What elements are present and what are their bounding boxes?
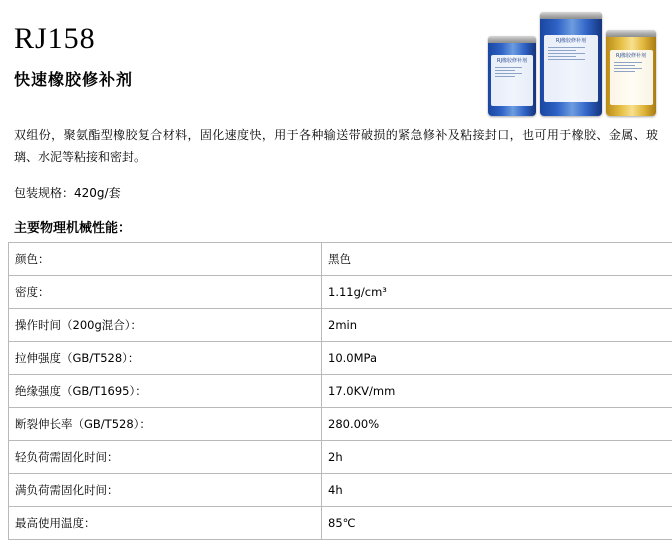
table-row — [9, 243, 672, 276]
table-row — [9, 375, 672, 408]
can-body — [540, 19, 602, 116]
property-value: 4h — [322, 474, 672, 507]
property-name: 密度： — [9, 276, 322, 309]
property-name: 操作时间（200g混合）： — [9, 309, 322, 342]
product-photo — [482, 4, 666, 116]
property-name: 轻负荷需固化时间： — [9, 441, 322, 474]
table-row — [9, 276, 672, 309]
product-subtitle: 快速橡胶修补剂 — [14, 67, 133, 90]
can-label — [491, 55, 532, 106]
can-label-lines — [610, 62, 653, 72]
property-value: 10.0MPa — [322, 342, 672, 375]
property-name: 拉伸强度（GB/T528）： — [9, 342, 322, 375]
product-can-right — [606, 30, 656, 116]
product-can-left — [488, 36, 536, 116]
property-name: 断裂伸长率（GB/T528）： — [9, 408, 322, 441]
title-block — [14, 22, 133, 90]
can-label — [544, 35, 597, 103]
packaging-spec: 包装规格：420g/套 — [14, 184, 658, 201]
properties-table — [8, 242, 672, 540]
property-value: 17.0KV/mm — [322, 375, 672, 408]
page-header — [0, 0, 672, 120]
property-value: 280.00% — [322, 408, 672, 441]
can-label-title: RJ橡胶修补剂 — [491, 58, 532, 64]
can-label — [610, 50, 653, 105]
property-name: 满负荷需固化时间： — [9, 474, 322, 507]
properties-table-body — [9, 243, 672, 540]
property-name: 绝缘强度（GB/T1695）： — [9, 375, 322, 408]
page-title: RJ158 — [14, 22, 133, 55]
table-row — [9, 342, 672, 375]
product-can-center — [540, 12, 602, 116]
property-name: 颜色： — [9, 243, 322, 276]
table-row — [9, 441, 672, 474]
table-row — [9, 507, 672, 540]
product-description: 双组份，聚氨酯型橡胶复合材料，固化速度快，用于各种输送带破损的紧急修补及粘接封口，也可用于橡胶、金属、玻璃、水泥等粘接和密封。 — [14, 124, 658, 168]
can-body — [606, 37, 656, 116]
can-body — [488, 43, 536, 116]
property-name: 最高使用温度： — [9, 507, 322, 540]
can-label-title: RJ橡胶修补剂 — [544, 38, 597, 44]
table-row — [9, 474, 672, 507]
table-row — [9, 309, 672, 342]
property-value: 黑色 — [322, 243, 672, 276]
section-title-properties: 主要物理机械性能： — [14, 217, 658, 236]
can-label-lines — [544, 47, 597, 60]
can-label-lines — [491, 67, 532, 77]
can-label-title: RJ橡胶修补剂 — [610, 53, 653, 59]
property-value: 85℃ — [322, 507, 672, 540]
property-value: 1.11g/cm³ — [322, 276, 672, 309]
property-value: 2h — [322, 441, 672, 474]
property-value: 2min — [322, 309, 672, 342]
table-row — [9, 408, 672, 441]
